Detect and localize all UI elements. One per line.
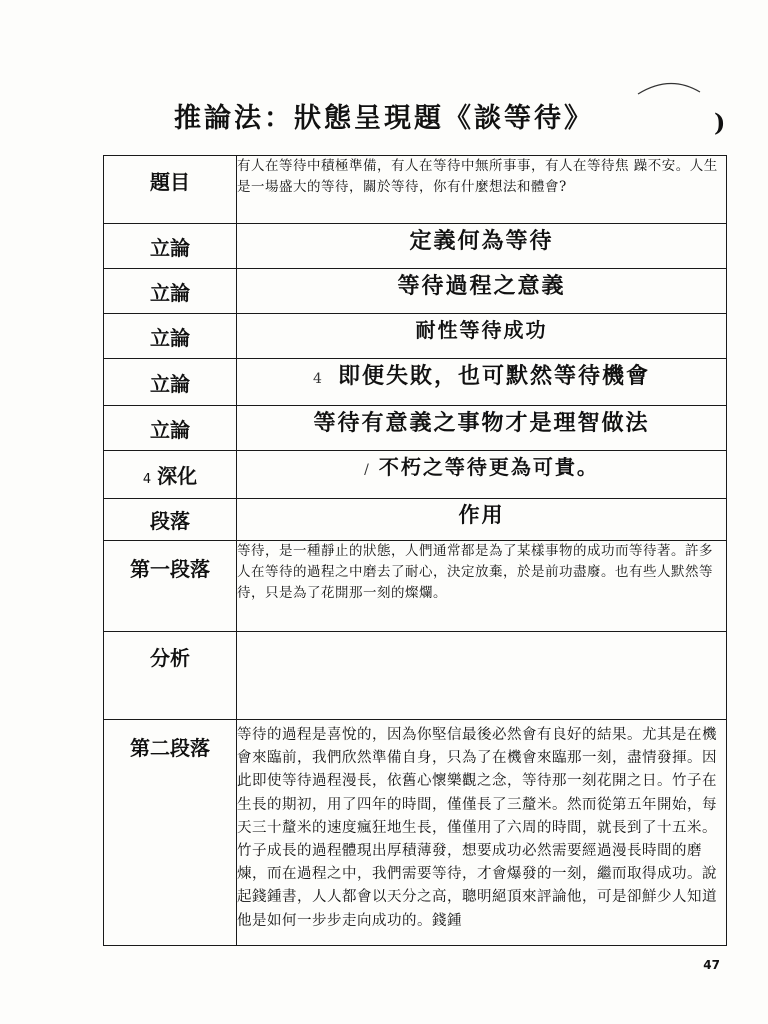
argument-table [103, 155, 727, 946]
table-row-point5 [104, 406, 727, 451]
deepen-cell-text [237, 451, 727, 499]
deepen-text: 不朽之等待更為可貴。 [378, 455, 599, 479]
table-row-point3 [104, 314, 727, 359]
section-header-text: 作用 [237, 499, 727, 541]
table-row-para1 [104, 541, 727, 632]
point4-cell [237, 359, 727, 406]
para1-text: 等待，是一種靜止的狀態，人們通常都是為了某樣事物的成功而等待著。許多人在等待的過程之中磨去了耐心，決定放棄，於是前功盡廢。也有些人默然等待，只是為了花開那一刻的燦爛。 [237, 541, 727, 632]
point2-label: 立論 [104, 269, 237, 314]
topic-label: 題目 [104, 156, 237, 224]
point4-text: 即便失敗，也可默然等待機會 [337, 363, 650, 389]
point1-label: 立論 [104, 224, 237, 269]
point5-text: 等待有意義之事物才是理智做法 [237, 406, 727, 451]
table-row-header [104, 499, 727, 541]
topic-text: 有人在等待中積極準備，有人在等待中無所事事，有人在等待焦 躁不安。人生是一場盛大的等待，關於等待，你有什麼想法和體會? [237, 156, 727, 224]
deepen-prefix: 4 [142, 472, 152, 487]
point3-label: 立論 [104, 314, 237, 359]
para1-label: 第一段落 [104, 541, 237, 632]
table-row-point2 [104, 269, 727, 314]
deepen-label: 深化 [157, 464, 198, 488]
point2-text: 等待過程之意義 [237, 269, 727, 314]
table-row-para2 [104, 720, 727, 946]
point3-text: 耐性等待成功 [237, 314, 727, 359]
deepen-mark: / [364, 462, 371, 478]
para2-label: 第二段落 [104, 720, 237, 946]
point4-label: 立論 [104, 359, 237, 406]
point5-label: 立論 [104, 406, 237, 451]
para2-text: 等待的過程是喜悅的，因為你堅信最後必然會有良好的結果。尤其是在機會來臨前，我們欣然準備自身，只為了在機會來臨那一刻，盡情發揮。因此即使等待過程漫長，依舊心懷樂觀之念，等待那一刻花開之日。竹子在生長的期初，用了四年的時間，僅僅長了三釐米。然而從第五年開始，每天三十釐米的速度瘋狂地生長，僅僅用了六周的時間，就長到了十五米。竹子成長的過程體現出厚積薄發，想要成功必然需要經過漫長時間的磨煉，而在過程之中，我們需要等待，才會爆發的一刻，繼而取得成功。說起錢鍾書，人人都會以天分之高，聰明絕頂來評論他，可是卻鮮少人知道他是如何一步步走向成功的。錢鍾 [237, 720, 727, 946]
analysis-text [237, 632, 727, 720]
analysis-label: 分析 [104, 632, 237, 720]
page-title: 推論法：狀態呈現題《談等待》 [174, 103, 594, 134]
table-row-analysis [104, 632, 727, 720]
margin-bracket: ) [714, 108, 726, 137]
section-header-label: 段落 [104, 499, 237, 541]
table-row-point4 [104, 359, 727, 406]
point1-text: 定義何為等待 [237, 224, 727, 269]
table-row-deepen [104, 451, 727, 499]
point4-mark: 4 [313, 371, 324, 387]
table-row-topic [104, 156, 727, 224]
table-row-point1 [104, 224, 727, 269]
deepen-cell [104, 451, 237, 499]
page-number: 47 [703, 958, 720, 972]
